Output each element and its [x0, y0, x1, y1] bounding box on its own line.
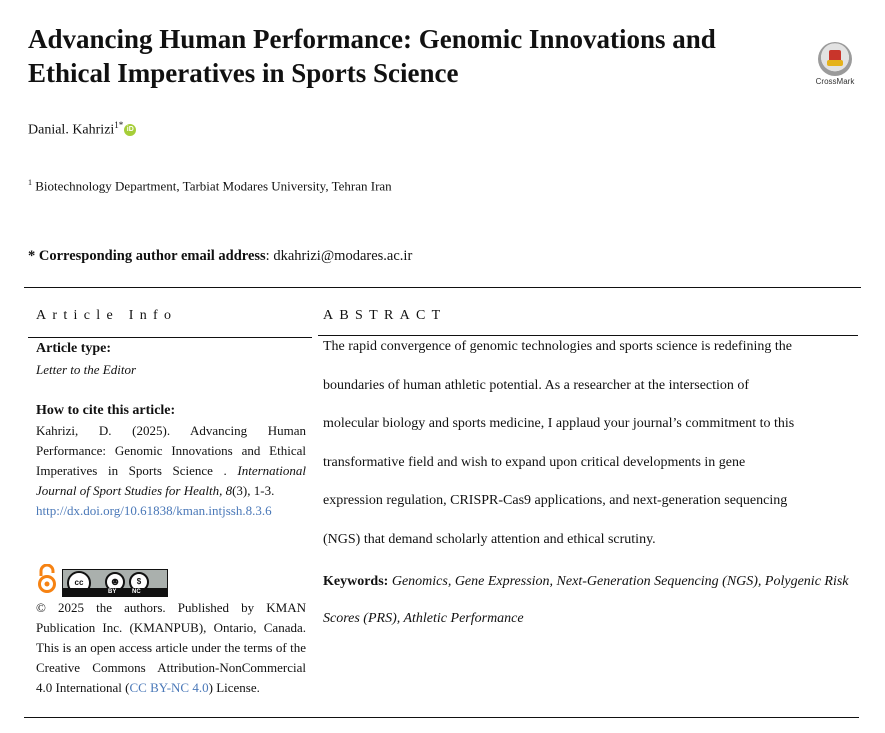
article-type-block — [36, 339, 306, 380]
abstract-line: expression regulation, CRISPR-Cas9 applications, and next-generation sequencing — [323, 493, 788, 508]
nc-dollar-icon: $ — [129, 572, 149, 592]
article-title — [28, 22, 808, 90]
cc-by-nc-badge[interactable] — [62, 569, 168, 597]
cc-nc-text: NC — [132, 589, 141, 595]
bottom-rule — [24, 717, 859, 718]
left-header-rule — [28, 337, 312, 338]
article-type-value: Letter to the Editor — [36, 362, 137, 377]
doi-link[interactable]: http://dx.doi.org/10.61838/kman.intjssh.8.3.6 — [36, 503, 272, 518]
crossmark-label: CrossMark — [815, 77, 855, 86]
cc-badge-strip — [63, 588, 167, 596]
cite-body: Kahrizi, D. (2025). Advancing Human Performance: Genomic Innovations and Ethical Imperatives in Sports Science . — [36, 423, 306, 478]
cite-label: How to cite this article: — [36, 403, 176, 418]
keywords-list: Genomics, Gene Expression, Next-Generation Sequencing (NGS), Polygenic Risk Scores (PRS), Athletic Performance — [323, 574, 849, 626]
corresponding-email[interactable]: : dkahrizi@modares.ac.ir — [265, 248, 413, 264]
top-rule — [24, 287, 861, 288]
license-link[interactable]: CC BY-NC 4.0 — [129, 680, 209, 695]
article-info-header: Article Info — [36, 308, 178, 323]
cite-issue-pages: (3), 1-3. — [232, 483, 275, 498]
affiliation — [28, 178, 392, 194]
title-line-2: Ethical Imperatives in Sports Science — [28, 58, 459, 88]
citation-block — [36, 401, 306, 521]
abstract-line: transformative field and wish to expand upon critical developments in gene — [323, 454, 746, 470]
abstract-header: ABSTRACT — [323, 308, 447, 323]
cite-volume: 8 — [225, 483, 233, 498]
abstract-line: (NGS) that demand scholarly attention and ethical scrutiny. — [323, 531, 656, 547]
author-sup: 1* — [114, 120, 124, 130]
article-type-label: Article type: — [36, 341, 112, 356]
keywords — [323, 563, 851, 637]
abstract-line: boundaries of human athletic potential. As a researcher at the intersection of — [323, 377, 750, 393]
author-line — [28, 120, 136, 139]
license-text — [36, 598, 306, 698]
keywords-label: Keywords: — [323, 574, 389, 589]
author-name: Danial. Kahrizi — [28, 122, 115, 138]
cc-by-text: BY — [108, 589, 117, 595]
crossmark-button[interactable] — [813, 42, 857, 88]
cite-text — [36, 421, 306, 501]
abstract-line: molecular biology and sports medicine, I applaud your journal’s commitment to this — [323, 416, 795, 431]
abstract-body — [323, 328, 851, 559]
crossmark-icon — [818, 42, 852, 76]
license-pre: © 2025 the authors. Published by KMAN Publication Inc. (KMANPUB), Ontario, Canada. This is an open access article under the terms of the Creative Commons Attribution-NonCommercial 4.0 International ( — [36, 600, 306, 695]
license-post: ) License. — [208, 680, 260, 695]
cite-journal: International Journal of Sport Studies for Health, — [36, 463, 306, 498]
cc-icon: cc — [67, 571, 91, 595]
title-line-1: Advancing Human Performance: Genomic Innovations and — [28, 24, 716, 54]
corresponding-author — [28, 248, 412, 265]
corresponding-label: * Corresponding author email address — [28, 248, 266, 264]
by-person-icon: ☻ — [105, 572, 125, 592]
abstract-line: The rapid convergence of genomic technologies and sports science is redefining the — [323, 339, 792, 354]
open-access-icon — [36, 564, 58, 594]
affiliation-sup: 1 — [28, 178, 32, 187]
orcid-icon[interactable]: iD — [124, 124, 136, 136]
affiliation-text: Biotechnology Department, Tarbiat Modares University, Tehran Iran — [35, 178, 392, 194]
